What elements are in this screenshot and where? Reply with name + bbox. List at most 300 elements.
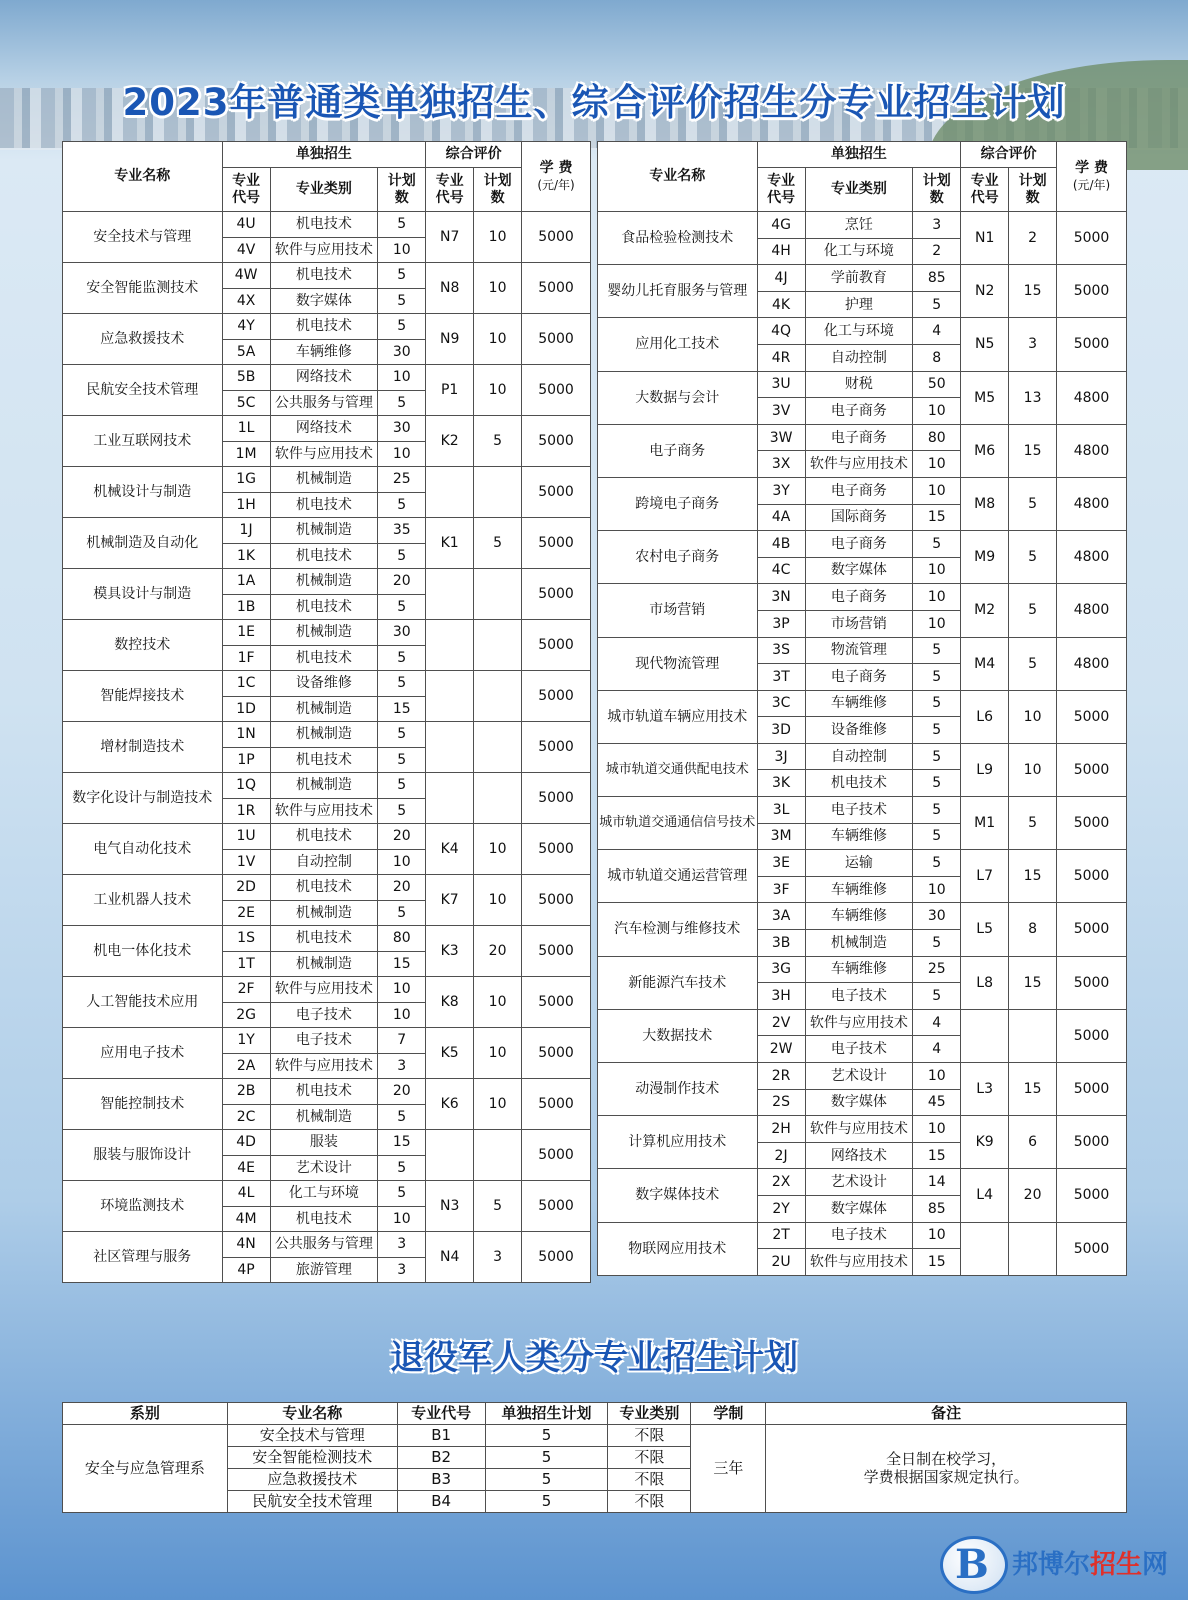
veteran-code: B2: [397, 1447, 485, 1469]
comp-code: [961, 1009, 1009, 1062]
comp-plan: [474, 1130, 522, 1181]
plan-count: 5: [913, 797, 961, 824]
plan-count: 10: [913, 1063, 961, 1090]
tuition: 5000: [1057, 1222, 1127, 1275]
major-code: 3N: [757, 584, 805, 611]
plan-count: 5: [913, 823, 961, 850]
comp-code: L5: [961, 903, 1009, 956]
comp-code: L4: [961, 1169, 1009, 1222]
major-code: 2U: [757, 1249, 805, 1276]
major-code: 2B: [222, 1079, 270, 1105]
major-category: 电子技术: [805, 983, 913, 1010]
major-category: 数字媒体: [805, 1089, 913, 1116]
comp-plan: [1009, 1009, 1057, 1062]
plan-count: 5: [378, 288, 426, 314]
major-code: 1B: [222, 594, 270, 620]
comp-code: N7: [426, 212, 474, 263]
veteran-header-6: 备注: [766, 1403, 1127, 1425]
comp-plan: [474, 773, 522, 824]
plan-count: 5: [378, 492, 426, 518]
tuition: 4800: [1057, 584, 1127, 637]
table-row: [598, 690, 1127, 717]
major-name: 新能源汽车技术: [598, 956, 758, 1009]
comp-plan: 10: [474, 365, 522, 416]
plan-count: 15: [913, 1249, 961, 1276]
header-composite: 综合评价: [426, 142, 522, 168]
major-category: 化工与环境: [270, 1181, 378, 1207]
veteran-major: 应急救援技术: [227, 1469, 397, 1491]
plan-count: 5: [378, 722, 426, 748]
major-name: 增材制造技术: [63, 722, 223, 773]
major-name: 城市轨道交通运营管理: [598, 850, 758, 903]
plan-count: 20: [378, 875, 426, 901]
major-code: 2D: [222, 875, 270, 901]
tuition: 5000: [1057, 956, 1127, 1009]
plan-count: 4: [913, 1036, 961, 1063]
major-code: 3C: [757, 690, 805, 717]
major-category: 网络技术: [270, 365, 378, 391]
left-plan-table: [62, 141, 591, 1283]
major-category: 软件与应用技术: [270, 441, 378, 467]
major-code: 3J: [757, 743, 805, 770]
major-category: 车辆维修: [805, 690, 913, 717]
major-category: 设备维修: [270, 671, 378, 697]
plan-count: 5: [378, 1155, 426, 1181]
major-category: 电子技术: [805, 797, 913, 824]
major-name: 人工智能技术应用: [63, 977, 223, 1028]
major-code: 3F: [757, 876, 805, 903]
major-code: 2E: [222, 900, 270, 926]
comp-plan: 2: [1009, 212, 1057, 265]
tuition: 5000: [1057, 212, 1127, 265]
major-code: 3P: [757, 610, 805, 637]
veteran-plan: 5: [485, 1469, 608, 1491]
major-category: 电子技术: [270, 1028, 378, 1054]
major-code: 4A: [757, 504, 805, 531]
major-code: 2W: [757, 1036, 805, 1063]
major-category: 网络技术: [805, 1142, 913, 1169]
plan-count: 5: [913, 637, 961, 664]
comp-plan: 15: [1009, 850, 1057, 903]
table-row: [598, 212, 1127, 239]
veteran-plan: 5: [485, 1425, 608, 1447]
major-code: 3E: [757, 850, 805, 877]
table-row: [63, 671, 591, 697]
table-row: [63, 518, 591, 544]
plan-count: 5: [378, 645, 426, 671]
tuition: 5000: [522, 722, 591, 773]
plan-count: 10: [378, 977, 426, 1003]
header-comp-plan: 计划 数: [474, 168, 522, 212]
veteran-code: B4: [397, 1491, 485, 1513]
comp-code: N3: [426, 1181, 474, 1232]
major-code: 1L: [222, 416, 270, 442]
major-category: 车辆维修: [805, 823, 913, 850]
plan-count: 10: [378, 237, 426, 263]
major-category: 数字媒体: [270, 288, 378, 314]
major-name: 城市轨道车辆应用技术: [598, 690, 758, 743]
tuition: 5000: [522, 875, 591, 926]
veteran-duration: 三年: [691, 1425, 766, 1513]
table-row: [598, 371, 1127, 398]
major-name: 安全智能监测技术: [63, 263, 223, 314]
major-category: 公共服务与管理: [270, 390, 378, 416]
table-row: [63, 467, 591, 493]
major-category: 艺术设计: [270, 1155, 378, 1181]
plan-count: 10: [913, 398, 961, 425]
plan-count: 8: [913, 344, 961, 371]
major-category: 机械制造: [270, 773, 378, 799]
comp-plan: 5: [1009, 797, 1057, 850]
major-category: 车辆维修: [805, 956, 913, 983]
major-category: 机械制造: [270, 696, 378, 722]
major-code: 5B: [222, 365, 270, 391]
comp-code: P1: [426, 365, 474, 416]
comp-plan: 15: [1009, 424, 1057, 477]
major-category: 软件与应用技术: [270, 1053, 378, 1079]
major-code: 1E: [222, 620, 270, 646]
plan-count: 5: [378, 543, 426, 569]
major-code: 3D: [757, 717, 805, 744]
comp-plan: [474, 569, 522, 620]
plan-count: 5: [913, 850, 961, 877]
major-name: 机械设计与制造: [63, 467, 223, 518]
comp-code: K9: [961, 1116, 1009, 1169]
major-code: 2A: [222, 1053, 270, 1079]
header-major-name: 专业名称: [598, 142, 758, 212]
veteran-category: 不限: [608, 1469, 691, 1491]
major-category: 物流管理: [805, 637, 913, 664]
table-row: [598, 1116, 1127, 1143]
major-category: 机电技术: [270, 263, 378, 289]
major-code: 4C: [757, 557, 805, 584]
comp-plan: [474, 620, 522, 671]
plan-count: 10: [378, 1002, 426, 1028]
major-category: 学前教育: [805, 265, 913, 292]
table-row: [63, 824, 591, 850]
major-code: 4Q: [757, 318, 805, 345]
veteran-plan: 5: [485, 1491, 608, 1513]
header-code: 专业 代号: [222, 168, 270, 212]
major-name: 市场营销: [598, 584, 758, 637]
comp-code: N4: [426, 1232, 474, 1283]
comp-plan: 10: [474, 1079, 522, 1130]
table-row: [598, 903, 1127, 930]
major-name: 现代物流管理: [598, 637, 758, 690]
comp-code: N8: [426, 263, 474, 314]
major-name: 城市轨道交通通信信号技术: [598, 797, 758, 850]
tuition: 5000: [1057, 1169, 1127, 1222]
comp-code: L9: [961, 743, 1009, 796]
plan-count: 5: [913, 770, 961, 797]
header-category: 专业类别: [805, 168, 913, 212]
major-code: 1Y: [222, 1028, 270, 1054]
major-code: 1U: [222, 824, 270, 850]
major-code: 2T: [757, 1222, 805, 1249]
plan-count: 5: [913, 664, 961, 691]
comp-code: K2: [426, 416, 474, 467]
major-category: 车辆维修: [270, 339, 378, 365]
header-comp-code: 专业 代号: [961, 168, 1009, 212]
major-code: 4V: [222, 237, 270, 263]
plan-count: 10: [913, 610, 961, 637]
plan-count: 3: [378, 1232, 426, 1258]
major-code: 1S: [222, 926, 270, 952]
major-category: 软件与应用技术: [270, 798, 378, 824]
logo-b-icon: B: [940, 1536, 1008, 1594]
major-category: 电子商务: [805, 398, 913, 425]
table-row: [598, 1222, 1127, 1249]
major-name: 智能焊接技术: [63, 671, 223, 722]
major-name: 服装与服饰设计: [63, 1130, 223, 1181]
major-category: 电子商务: [805, 531, 913, 558]
table-row: [598, 531, 1127, 558]
major-code: 1A: [222, 569, 270, 595]
major-category: 艺术设计: [805, 1063, 913, 1090]
header-single: 单独招生: [222, 142, 426, 168]
header-major-name: 专业名称: [63, 142, 223, 212]
major-code: 3L: [757, 797, 805, 824]
plan-count: 10: [913, 557, 961, 584]
major-code: 4D: [222, 1130, 270, 1156]
plan-count: 5: [913, 717, 961, 744]
major-category: 机械制造: [270, 569, 378, 595]
tuition: 5000: [1057, 265, 1127, 318]
table-row: [63, 1425, 1127, 1447]
major-name: 工业互联网技术: [63, 416, 223, 467]
header-composite: 综合评价: [961, 142, 1057, 168]
comp-plan: 10: [474, 977, 522, 1028]
major-category: 机械制造: [270, 951, 378, 977]
major-category: 机械制造: [270, 722, 378, 748]
tuition: 5000: [1057, 1116, 1127, 1169]
plan-count: 5: [913, 291, 961, 318]
major-code: 4R: [757, 344, 805, 371]
veteran-plan: 5: [485, 1447, 608, 1469]
major-name: 工业机器人技术: [63, 875, 223, 926]
tuition: 5000: [522, 671, 591, 722]
major-category: 软件与应用技术: [805, 1249, 913, 1276]
major-code: 2V: [757, 1009, 805, 1036]
major-code: 3M: [757, 823, 805, 850]
plan-count: 5: [913, 531, 961, 558]
major-code: 1J: [222, 518, 270, 544]
comp-code: K7: [426, 875, 474, 926]
major-name: 环境监测技术: [63, 1181, 223, 1232]
major-code: 4P: [222, 1257, 270, 1283]
plan-count: 10: [913, 1222, 961, 1249]
major-category: 机电技术: [270, 314, 378, 340]
plan-count: 15: [913, 504, 961, 531]
major-code: 4Y: [222, 314, 270, 340]
major-category: 数字媒体: [805, 557, 913, 584]
comp-plan: 8: [1009, 903, 1057, 956]
tuition: 5000: [522, 1181, 591, 1232]
table-row: [63, 1079, 591, 1105]
major-category: 烹饪: [805, 212, 913, 239]
table-row: [598, 1009, 1127, 1036]
tuition: 4800: [1057, 371, 1127, 424]
plan-count: 20: [378, 824, 426, 850]
plan-count: 10: [913, 451, 961, 478]
plan-count: 85: [913, 1195, 961, 1222]
major-code: 4N: [222, 1232, 270, 1258]
major-category: 国际商务: [805, 504, 913, 531]
plan-count: 5: [378, 798, 426, 824]
major-name: 婴幼儿托育服务与管理: [598, 265, 758, 318]
major-code: 4X: [222, 288, 270, 314]
major-category: 机电技术: [270, 212, 378, 238]
right-plan-table: [597, 141, 1127, 1276]
header-plan: 计划 数: [378, 168, 426, 212]
major-category: 机电技术: [270, 747, 378, 773]
major-code: 3A: [757, 903, 805, 930]
tuition: 5000: [522, 1079, 591, 1130]
major-code: 5A: [222, 339, 270, 365]
comp-code: K3: [426, 926, 474, 977]
table-row: [598, 743, 1127, 770]
plan-count: 35: [378, 518, 426, 544]
major-code: 2Y: [757, 1195, 805, 1222]
plan-count: 5: [378, 212, 426, 238]
major-category: 旅游管理: [270, 1257, 378, 1283]
veteran-header-5: 学制: [691, 1403, 766, 1425]
comp-code: K5: [426, 1028, 474, 1079]
major-code: 1D: [222, 696, 270, 722]
tuition: 5000: [522, 773, 591, 824]
major-code: 2G: [222, 1002, 270, 1028]
tuition: 4800: [1057, 477, 1127, 530]
comp-plan: 10: [474, 314, 522, 365]
plan-count: 10: [913, 1116, 961, 1143]
major-category: 电子商务: [805, 424, 913, 451]
major-code: 4E: [222, 1155, 270, 1181]
comp-code: [426, 467, 474, 518]
table-row: [63, 926, 591, 952]
plan-count: 5: [378, 747, 426, 773]
tuition: 5000: [522, 824, 591, 875]
plan-count: 10: [378, 1206, 426, 1232]
plan-count: 2: [913, 238, 961, 265]
major-name: 机电一体化技术: [63, 926, 223, 977]
table-row: [63, 263, 591, 289]
veteran-plan-table: [62, 1402, 1127, 1513]
comp-code: L3: [961, 1063, 1009, 1116]
veteran-note: 全日制在校学习， 学费根据国家规定执行。: [766, 1425, 1127, 1513]
plan-count: 15: [378, 1130, 426, 1156]
veteran-header-1: 专业名称: [227, 1403, 397, 1425]
tuition: 4800: [1057, 637, 1127, 690]
major-category: 公共服务与管理: [270, 1232, 378, 1258]
major-category: 机电技术: [805, 770, 913, 797]
major-category: 市场营销: [805, 610, 913, 637]
plan-count: 85: [913, 265, 961, 292]
major-name: 计算机应用技术: [598, 1116, 758, 1169]
major-category: 机械制造: [805, 930, 913, 957]
major-category: 电子技术: [805, 1222, 913, 1249]
tuition: 4800: [1057, 531, 1127, 584]
comp-code: M2: [961, 584, 1009, 637]
major-category: 服装: [270, 1130, 378, 1156]
veteran-header-2: 专业代号: [397, 1403, 485, 1425]
major-code: 1N: [222, 722, 270, 748]
major-name: 跨境电子商务: [598, 477, 758, 530]
comp-code: K4: [426, 824, 474, 875]
major-code: 4B: [757, 531, 805, 558]
tuition: 5000: [1057, 1063, 1127, 1116]
plan-count: 14: [913, 1169, 961, 1196]
comp-plan: 20: [1009, 1169, 1057, 1222]
comp-code: M6: [961, 424, 1009, 477]
major-name: 数控技术: [63, 620, 223, 671]
major-code: 4M: [222, 1206, 270, 1232]
major-category: 数字媒体: [805, 1195, 913, 1222]
plan-count: 15: [378, 951, 426, 977]
tuition: 5000: [1057, 903, 1127, 956]
comp-plan: 10: [474, 1028, 522, 1079]
tuition: 5000: [522, 212, 591, 263]
major-name: 电子商务: [598, 424, 758, 477]
major-category: 机电技术: [270, 875, 378, 901]
tuition: 5000: [522, 620, 591, 671]
table-row: [63, 314, 591, 340]
major-category: 软件与应用技术: [270, 237, 378, 263]
plan-count: 25: [378, 467, 426, 493]
major-category: 机电技术: [270, 543, 378, 569]
comp-code: K6: [426, 1079, 474, 1130]
plan-count: 5: [378, 1181, 426, 1207]
comp-plan: 10: [1009, 690, 1057, 743]
header-comp-plan: 计划 数: [1009, 168, 1057, 212]
major-code: 2S: [757, 1089, 805, 1116]
major-code: 2J: [757, 1142, 805, 1169]
comp-code: [426, 569, 474, 620]
comp-plan: 5: [474, 416, 522, 467]
major-name: 数字化设计与制造技术: [63, 773, 223, 824]
major-code: 1R: [222, 798, 270, 824]
header-category: 专业类别: [270, 168, 378, 212]
major-code: 1V: [222, 849, 270, 875]
major-code: 1Q: [222, 773, 270, 799]
table-row: [598, 1169, 1127, 1196]
table-row: [63, 1130, 591, 1156]
comp-plan: 10: [474, 824, 522, 875]
plan-count: 5: [378, 1104, 426, 1130]
tuition: 5000: [522, 1130, 591, 1181]
plan-count: 25: [913, 956, 961, 983]
tuition: 5000: [1057, 850, 1127, 903]
comp-code: N5: [961, 318, 1009, 371]
plan-count: 5: [378, 314, 426, 340]
major-category: 化工与环境: [805, 238, 913, 265]
major-code: 4W: [222, 263, 270, 289]
comp-code: L7: [961, 850, 1009, 903]
major-code: 1H: [222, 492, 270, 518]
major-code: 4L: [222, 1181, 270, 1207]
major-name: 电气自动化技术: [63, 824, 223, 875]
plan-count: 5: [378, 671, 426, 697]
veteran-code: B1: [397, 1425, 485, 1447]
tuition: 5000: [522, 365, 591, 416]
major-code: 1G: [222, 467, 270, 493]
comp-plan: [474, 467, 522, 518]
plan-count: 7: [378, 1028, 426, 1054]
major-category: 机械制造: [270, 467, 378, 493]
table-row: [598, 424, 1127, 451]
comp-plan: 3: [474, 1232, 522, 1283]
table-row: [63, 416, 591, 442]
major-name: 应用化工技术: [598, 318, 758, 371]
